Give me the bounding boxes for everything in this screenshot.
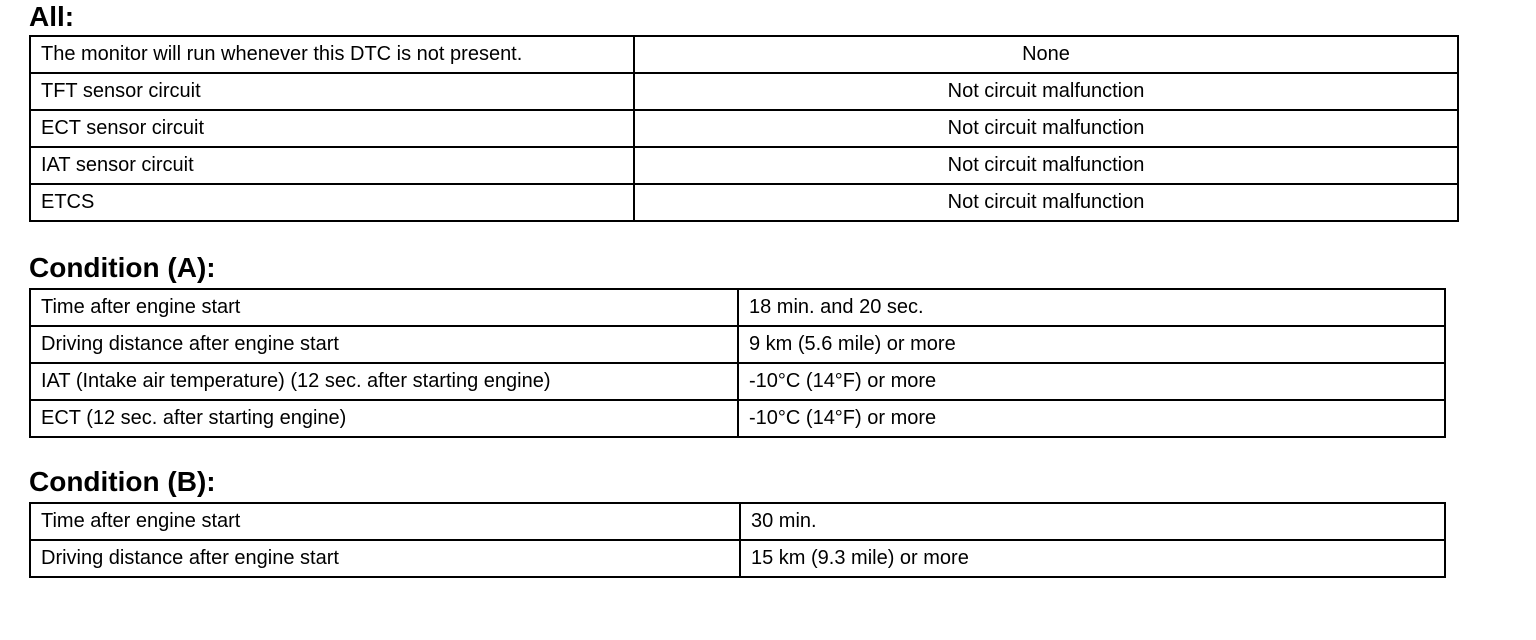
- section-heading-condition-a: Condition (A):: [29, 252, 216, 283]
- value-cell: -10°C (14°F) or more: [738, 400, 1445, 437]
- condition-cell: IAT (Intake air temperature) (12 sec. after starting engine): [30, 363, 738, 400]
- value-cell: Not circuit malfunction: [634, 110, 1458, 147]
- condition-cell: TFT sensor circuit: [30, 73, 634, 110]
- value-cell: 30 min.: [740, 503, 1445, 540]
- condition-cell: Driving distance after engine start: [30, 540, 740, 577]
- condition-cell: Time after engine start: [30, 503, 740, 540]
- value-cell: -10°C (14°F) or more: [738, 363, 1445, 400]
- table-row: [30, 184, 1458, 221]
- condition-cell: Driving distance after engine start: [30, 326, 738, 363]
- condition-cell: ECT (12 sec. after starting engine): [30, 400, 738, 437]
- condition-cell: IAT sensor circuit: [30, 147, 634, 184]
- condition-a-table: [29, 288, 1446, 438]
- all-conditions-table: [29, 35, 1459, 222]
- value-cell: 15 km (9.3 mile) or more: [740, 540, 1445, 577]
- condition-b-table: [29, 502, 1446, 578]
- table-row: [30, 363, 1445, 400]
- table-row: [30, 36, 1458, 73]
- table-row: [30, 326, 1445, 363]
- table-row: [30, 540, 1445, 577]
- condition-cell: ETCS: [30, 184, 634, 221]
- section-heading-all: All:: [29, 1, 75, 32]
- table-row: [30, 503, 1445, 540]
- section-heading-condition-b: Condition (B):: [29, 466, 216, 497]
- value-cell: Not circuit malfunction: [634, 147, 1458, 184]
- table-row: [30, 73, 1458, 110]
- condition-cell: Time after engine start: [30, 289, 738, 326]
- value-cell: 18 min. and 20 sec.: [738, 289, 1445, 326]
- table-row: [30, 400, 1445, 437]
- condition-cell: The monitor will run whenever this DTC is not present.: [30, 36, 634, 73]
- value-cell: None: [634, 36, 1458, 73]
- value-cell: 9 km (5.6 mile) or more: [738, 326, 1445, 363]
- table-row: [30, 147, 1458, 184]
- table-row: [30, 110, 1458, 147]
- value-cell: Not circuit malfunction: [634, 73, 1458, 110]
- table-row: [30, 289, 1445, 326]
- value-cell: Not circuit malfunction: [634, 184, 1458, 221]
- condition-cell: ECT sensor circuit: [30, 110, 634, 147]
